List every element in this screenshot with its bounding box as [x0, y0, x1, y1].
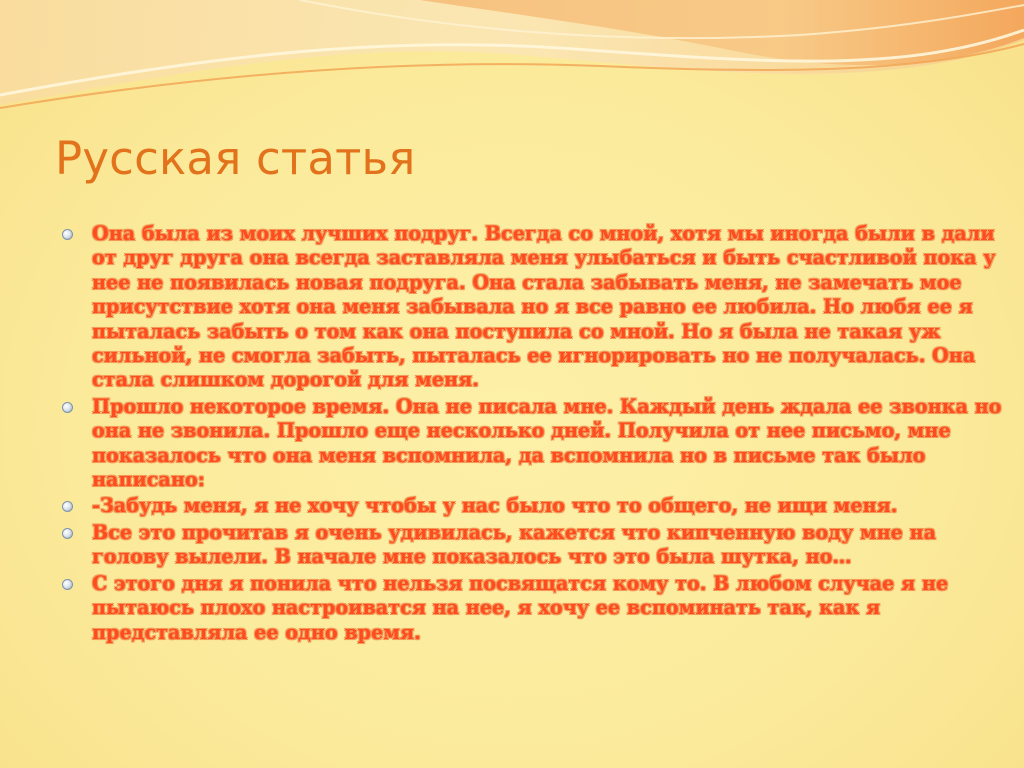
bullet-item-2 [62, 395, 1002, 493]
bullet-text-4: Все это прочитав я очень удивилась, кажется что кипченную воду мне на голову вылели. В начале мне показалось что это была шутка, но… [92, 520, 937, 569]
bullet-list [62, 222, 1002, 647]
bullet-item-1 [62, 222, 1002, 393]
round-bullet-icon [62, 229, 73, 240]
round-bullet-icon [62, 501, 73, 512]
bullet-text-5: С этого дня я понила что нельзя посвящатся кому то. В любом случае я не пытаюсь плохо настроиватся на нее, я хочу ее вспоминать так, как я представляла ее одно время. [92, 571, 949, 644]
bullet-text-2: Прошло некоторое время. Она не писала мне. Каждый день ждала ее звонка но она не звонила. Прошло еще несколько дней. Получила от нее письмо, мне показалось что она меня вспомнила, да вспомнила но в письме так было написано: [92, 394, 1002, 492]
bullet-item-5 [62, 572, 1002, 645]
slide-title: Русская статья [55, 132, 416, 185]
decorative-waves [0, 0, 1024, 130]
bullet-text-3: -Забудь меня, я не хочу чтобы у нас было что то общего, не ищи меня. [92, 494, 898, 518]
bullet-item-4 [62, 521, 1002, 570]
round-bullet-icon [62, 579, 73, 590]
round-bullet-icon [62, 528, 73, 539]
bullet-item-3 [62, 494, 1002, 518]
round-bullet-icon [62, 402, 73, 413]
bullet-text-1: Она была из моих лучших подруг. Всегда со мной, хотя мы иногда были в дали от друг друга она всегда заставляла меня улыбаться и быть счастливой пока у нее не появилась новая подруга. Она стала забывать меня, не замечать мое присутствие хотя она меня забывала но я все равно ее любила. Но любя ее я пыталась забыть о том как она поступила со мной. Но я была не такая уж сильной, не смогла забыть, пыталась ее игнорировать но не получалась. Она стала слишком дорогой для меня. [92, 222, 996, 392]
